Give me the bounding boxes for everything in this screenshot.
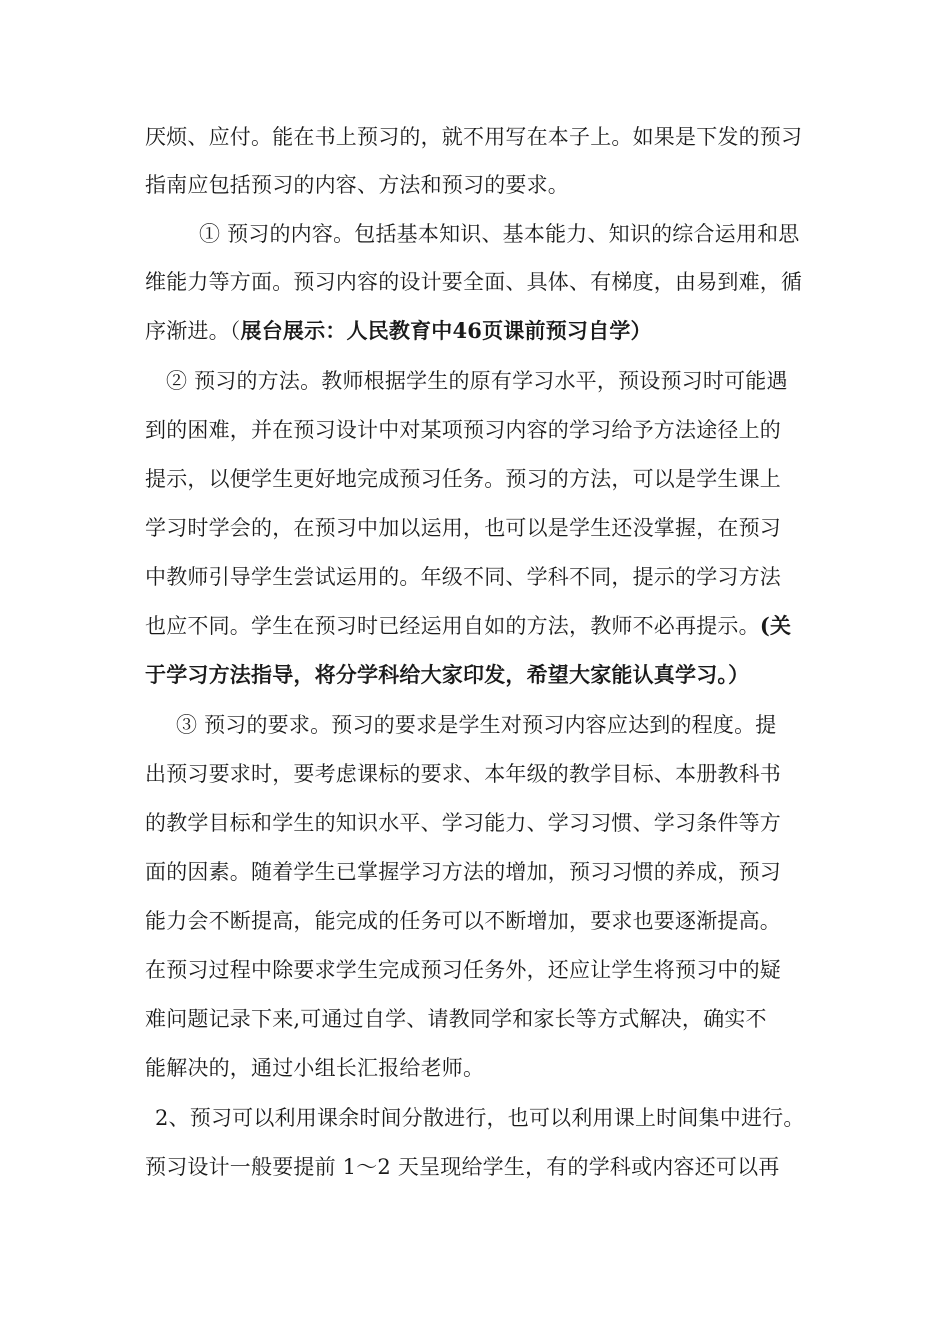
paragraph-line: ① 预习的内容。包括基本知识、基本能力、知识的综合运用和思 bbox=[199, 222, 800, 246]
paragraph-line: 学习时学会的，在预习中加以运用，也可以是学生还没掌握，在预习 bbox=[145, 516, 781, 540]
paragraph-line: 在预习过程中除要求学生完成预习任务外，还应让学生将预习中的疑 bbox=[145, 958, 781, 982]
paragraph-line: 的教学目标和学生的知识水平、学习能力、学习习惯、学习条件等方 bbox=[145, 811, 781, 835]
paragraph-line: 能解决的，通过小组长汇报给老师。 bbox=[145, 1056, 485, 1080]
paragraph-line: 也应不同。学生在预习时已经运用自如的方法，教师不必再提示。(关 bbox=[145, 613, 792, 638]
paragraph-line: 提示，以便学生更好地完成预习任务。预习的方法，可以是学生课上 bbox=[145, 467, 781, 491]
paragraph-line: 序渐进。（展台展示：人民教育中46页课前预习自学） bbox=[145, 318, 652, 343]
paragraph-line: 面的因素。随着学生已掌握学习方法的增加，预习习惯的养成，预习 bbox=[145, 860, 781, 884]
paragraph-line: 中教师引导学生尝试运用的。年级不同、学科不同，提示的学习方法 bbox=[145, 565, 781, 589]
paragraph-line: 指南应包括预习的内容、方法和预习的要求。 bbox=[145, 173, 569, 197]
paragraph-line: 预习设计一般要提前 1～2 天呈现给学生，有的学科或内容还可以再 bbox=[145, 1155, 780, 1179]
paragraph-line: 出预习要求时，要考虑课标的要求、本年级的教学目标、本册教科书 bbox=[145, 762, 781, 786]
paragraph-line: 能力会不断提高，能完成的任务可以不断增加，要求也要逐渐提高。 bbox=[145, 909, 781, 933]
paragraph-line: 到的困难，并在预习设计中对某项预习内容的学习给予方法途径上的 bbox=[145, 418, 781, 442]
paragraph-line: ③ 预习的要求。预习的要求是学生对预习内容应达到的程度。提 bbox=[176, 713, 777, 737]
paragraph-line: 难问题记录下来,可通过自学、请教同学和家长等方式解决，确实不 bbox=[145, 1007, 767, 1031]
paragraph-line: 厌烦、应付。能在书上预习的，就不用写在本子上。如果是下发的预习 bbox=[145, 125, 803, 149]
paragraph-line: ② 预习的方法。教师根据学生的原有学习水平，预设预习时可能遇 bbox=[166, 369, 788, 393]
paragraph-line: 维能力等方面。预习内容的设计要全面、具体、有梯度，由易到难，循 bbox=[145, 270, 803, 294]
bold-note-line: 于学习方法指导，将分学科给大家印发，希望大家能认真学习。） bbox=[145, 662, 750, 687]
bold-note: (关 bbox=[759, 613, 792, 638]
paragraph-line: 2、预习可以利用课余时间分散进行，也可以利用课上时间集中进行。 bbox=[155, 1106, 805, 1130]
bold-note: 展台展示：人民教育中46页课前预习自学） bbox=[240, 318, 652, 343]
